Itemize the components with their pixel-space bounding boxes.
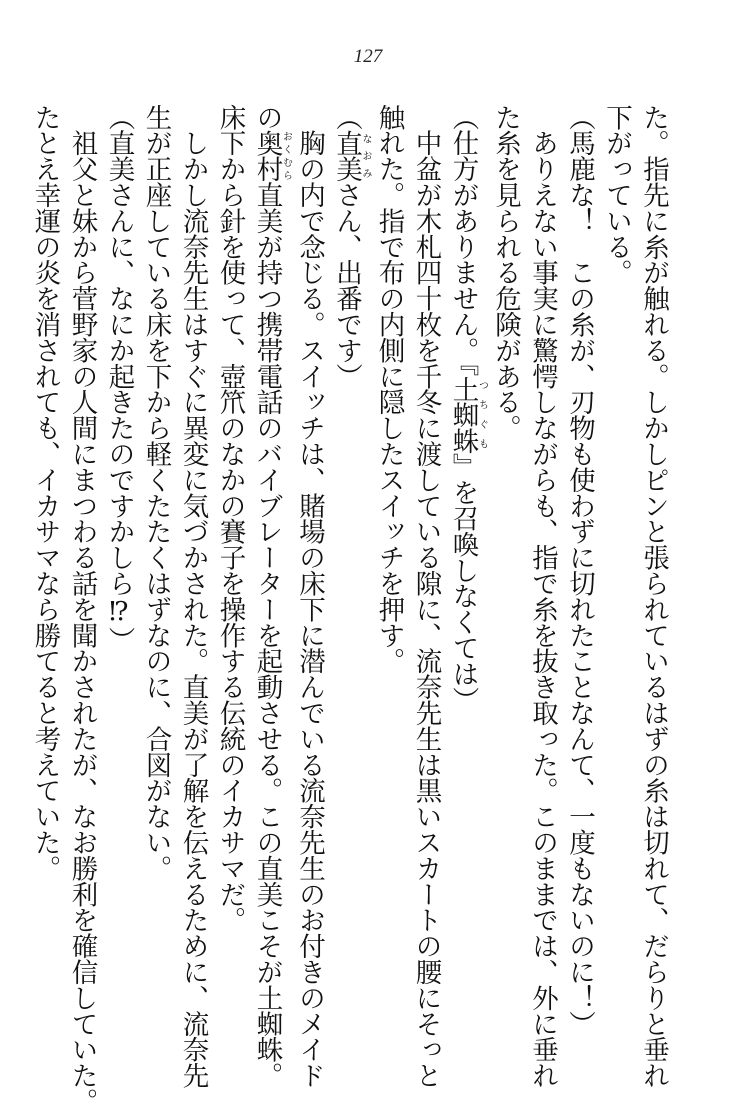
text-segment: た糸を見られる危険がある。 bbox=[490, 104, 521, 441]
text-segment: （ bbox=[331, 104, 362, 130]
text-segment: ありえない事実に驚愕しながらも、指で糸を抜き取った。このままでは、外に垂れ bbox=[527, 104, 558, 1089]
text-line bbox=[27, 104, 64, 984]
text-segment: 触れた。指で布の内側に隠したスイッチを押す。 bbox=[373, 104, 405, 674]
text-segment: 』を召喚しなくては） bbox=[447, 453, 479, 713]
text-segment: （馬鹿な！ この糸が、刃物も使わずに切れたことなんて、一度もないのに！） bbox=[564, 104, 595, 1037]
text-line bbox=[101, 104, 138, 984]
ruby-reading: つちぐも bbox=[476, 375, 488, 454]
text-line bbox=[445, 104, 488, 984]
ruby-annotation bbox=[447, 375, 488, 454]
text-line bbox=[291, 104, 328, 1089]
text-segment: （仕方がありません。『 bbox=[447, 104, 479, 376]
text-segment: 床下から針を使って、壺笊のなかの賽子を操作する伝統のイカサマだ。 bbox=[214, 104, 246, 933]
text-line bbox=[371, 104, 408, 984]
text-line bbox=[212, 104, 249, 984]
ruby-base: 土蜘蛛 bbox=[447, 375, 479, 454]
text-line bbox=[328, 104, 371, 984]
ruby-annotation bbox=[331, 129, 371, 182]
text-line bbox=[487, 104, 524, 984]
text-segment: たとえ幸運の炎を消されても、イカサマなら勝てると考えていた。 bbox=[29, 104, 61, 882]
text-line bbox=[249, 104, 292, 1089]
text-line bbox=[524, 104, 561, 1089]
text-segment: 中盆が木札四十枚を千冬に渡している隙に、流奈先生は黒いスカートの腰にそっと bbox=[410, 104, 442, 1089]
text-segment: さん、出番です） bbox=[331, 181, 362, 389]
text-line bbox=[635, 104, 672, 1089]
ruby-reading: おくむら bbox=[280, 129, 292, 182]
ruby-reading: なおみ bbox=[360, 129, 371, 182]
ruby-base: 奥村 bbox=[251, 129, 283, 182]
text-segment: 直美が持つ携帯電話のバイブレーターを起動させる。この直美こそが土蜘蛛。 bbox=[251, 181, 283, 1089]
text-segment: 生が正座している床を下から軽くたたくはずなのに、合図がない。 bbox=[140, 104, 172, 882]
text-segment: （直美さんに、なにか起きたのですかしら⁉） bbox=[103, 104, 135, 653]
text-line bbox=[175, 104, 212, 1089]
text-line bbox=[64, 104, 101, 1114]
text-segment: 祖父と妹から菅野家の人間にまつわる話を聞かされたが、なお勝利を確信していた。 bbox=[66, 104, 98, 1114]
text-line bbox=[138, 104, 175, 984]
ruby-annotation bbox=[251, 129, 292, 182]
text-segment: の bbox=[251, 104, 283, 130]
text-line bbox=[598, 104, 635, 984]
vertical-text-body bbox=[29, 104, 672, 1114]
text-line bbox=[408, 104, 445, 1089]
text-segment: 胸の内で念じる。スイッチは、賭場の床下に潜んでいる流奈先生のお付きのメイド bbox=[294, 104, 325, 1089]
text-segment: しかし流奈先生はすぐに異変に気づかされた。直美が了解を伝えるために、流奈先 bbox=[177, 104, 209, 1089]
text-line bbox=[561, 104, 598, 1037]
page-number: 127 bbox=[353, 46, 383, 67]
text-segment: 下がっている。 bbox=[601, 104, 632, 286]
text-segment: た。指先に糸が触れる。しかしピンと張られているはずの糸は切れて、だらりと垂れ bbox=[638, 104, 669, 1089]
ruby-base: 直美 bbox=[331, 129, 362, 182]
